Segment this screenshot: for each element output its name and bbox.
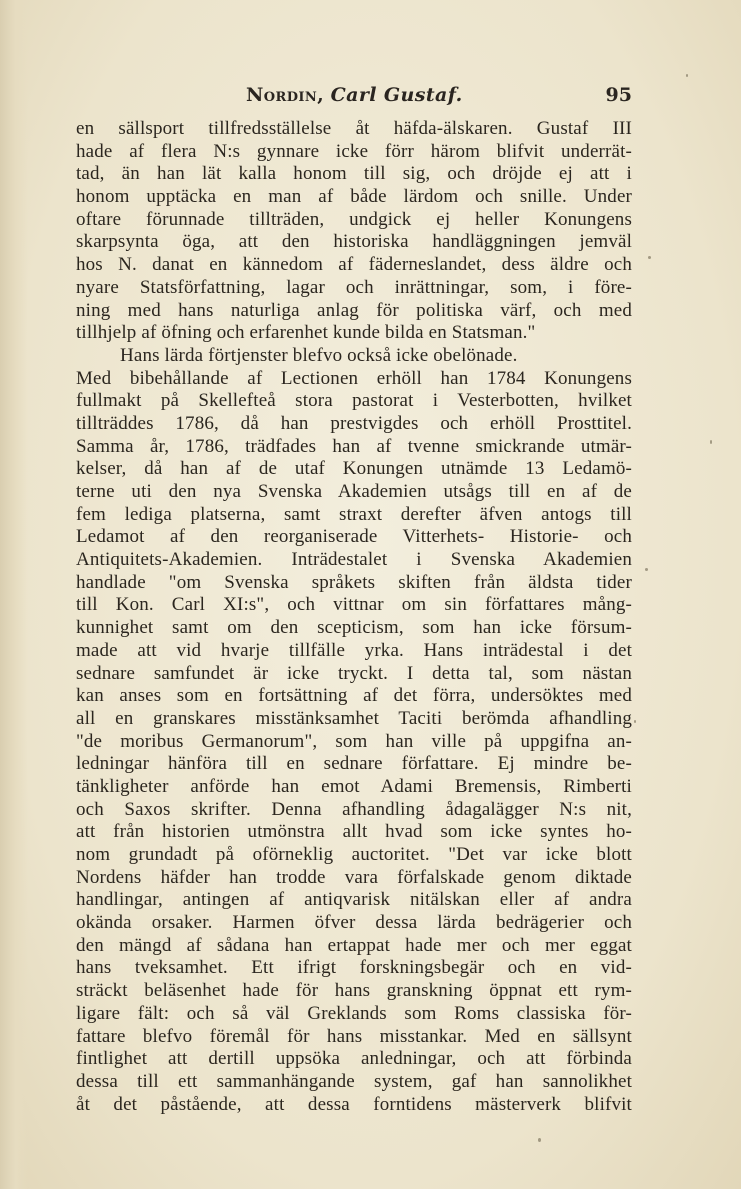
text-line: ning med hans naturliga anlag för politiska värf, och med <box>76 299 632 321</box>
text-line: tad, än han lät kalla honom till sig, och dröjde ej att i <box>76 163 632 185</box>
body-text <box>76 118 632 1116</box>
text-line: nom grundadt på oförneklig auctoritet. "Det var icke blott <box>76 844 632 865</box>
text-line: fullmakt på Skellefteå stora pastorat i Vesterbotten, hvilket <box>76 390 632 412</box>
text-line: Antiquitets-Akademien. Inträdestalet i Svenska Akademien <box>76 549 632 571</box>
text-line: till Kon. Carl XI:s", och vittnar om sin författares mång- <box>76 594 632 616</box>
text-line: tillträddes 1786, då han prestvigdes och erhöll Prosttitel. <box>76 412 632 434</box>
text-line: fem lediga platserna, samt straxt derefter äfven antogs till <box>76 503 632 525</box>
text-line: terne uti den nya Svenska Akademien utsågs till en af de <box>76 481 632 502</box>
text-line: hos N. danat en kännedom af fäderneslandet, dess äldre och <box>76 254 632 276</box>
paper-speck <box>645 568 648 571</box>
page-number: 95 <box>605 84 632 106</box>
running-head-given-name: Carl Gustaf. <box>330 84 463 106</box>
text-line: kunnighet samt om den scepticism, som han icke försum- <box>76 617 632 639</box>
text-line: en sällsport tillfredsställelse åt häfda-älskaren. Gustaf III <box>76 118 632 139</box>
text-line: Ledamot af den reorganiserade Vitterhets- Historie- och <box>76 526 632 548</box>
text-line: nyare Statsförfattning, lagar och inrättningar, som, i före- <box>76 276 632 298</box>
running-head <box>246 84 463 106</box>
text-line: Med bibehållande af Lectionen erhöll han 1784 Konungens <box>76 367 632 389</box>
text-line: den mängd af sådana han ertappat hade mer och mer eggat <box>76 934 632 956</box>
paper-speck <box>634 720 636 723</box>
text-line: hade af flera N:s gynnare icke förr härom blifvit underrät- <box>76 140 632 162</box>
text-line: skarpsynta öga, att den historiska handläggningen jemväl <box>76 231 632 253</box>
text-line: tänkligheter anförde han emot Adami Bremensis, Rimberti <box>76 775 632 797</box>
paper-speck <box>686 74 688 77</box>
text-line: fattare blefvo föremål för hans misstankar. Med en sällsynt <box>76 1025 632 1047</box>
text-line: tillhjelp af öfning och erfarenhet kunde bilda en Statsman." <box>76 322 536 344</box>
text-line: att från historien utmönstra allt hvad som icke syntes ho- <box>76 821 632 843</box>
text-line: "de moribus Germanorum", som han ville på uppgifna an- <box>76 730 632 752</box>
text-line: ligare fält: och så väl Greklands som Roms classiska för- <box>76 1002 632 1024</box>
text-line: made att vid hvarje tillfälle yrka. Hans inträdestal i det <box>76 639 632 661</box>
text-line: och Saxos skrifter. Denna afhandling ådagalägger N:s nit, <box>76 798 632 820</box>
paper-speck <box>538 1138 541 1142</box>
text-line: åt det påstående, att dessa forntidens mästerverk blifvit <box>76 1093 632 1115</box>
text-line: kelser, då han af de utaf Konungen utnämde 13 Ledamö- <box>76 458 632 480</box>
page-edge-shadow <box>0 0 28 1189</box>
text-line: sträckt beläsenhet hade för hans granskning öppnat ett rym- <box>76 980 632 1002</box>
text-line: Samma år, 1786, trädfades han af tvenne smickrande utmär- <box>76 435 632 457</box>
text-line: hans tveksamhet. Ett ifrigt forskningsbegär och en vid- <box>76 957 632 979</box>
text-line: sednare samfundet är icke tryckt. I detta tal, som nästan <box>76 662 632 684</box>
text-line: handlingar, antingen af antiqvarisk nitälskan eller af andra <box>76 889 632 911</box>
text-line: ledningar hänföra till en sednare författare. Ej mindre be- <box>76 753 632 775</box>
text-line: Nordens häfder han trodde vara förfalskade genom diktade <box>76 866 632 888</box>
text-line: kan anses som en fortsättning af det förra, undersöktes med <box>76 685 632 707</box>
paper-speck <box>710 440 712 444</box>
text-line: all en granskares misstänksamhet Taciti berömda afhandling <box>76 707 632 729</box>
running-head-surname: Nordin, <box>246 84 325 106</box>
text-line: oftare förunnade tillträden, undgick ej heller Konungens <box>76 208 632 230</box>
text-line: handlade "om Svenska språkets skiften från äldsta tider <box>76 571 632 593</box>
page-header <box>76 84 632 118</box>
text-line: honom upptäcka en man af både lärdom och snille. Under <box>76 186 632 208</box>
text-line: fintlighet att dertill uppsöka anledningar, och att förbinda <box>76 1048 632 1070</box>
text-line: okända orsaker. Harmen öfver dessa lärda bedrägerier och <box>76 912 632 934</box>
text-line: dessa till ett sammanhängande system, gaf han sannolikhet <box>76 1070 632 1092</box>
paper-speck <box>648 256 651 259</box>
paragraph-start-line: Hans lärda förtjenster blefvo också icke obelönade. <box>120 344 518 366</box>
